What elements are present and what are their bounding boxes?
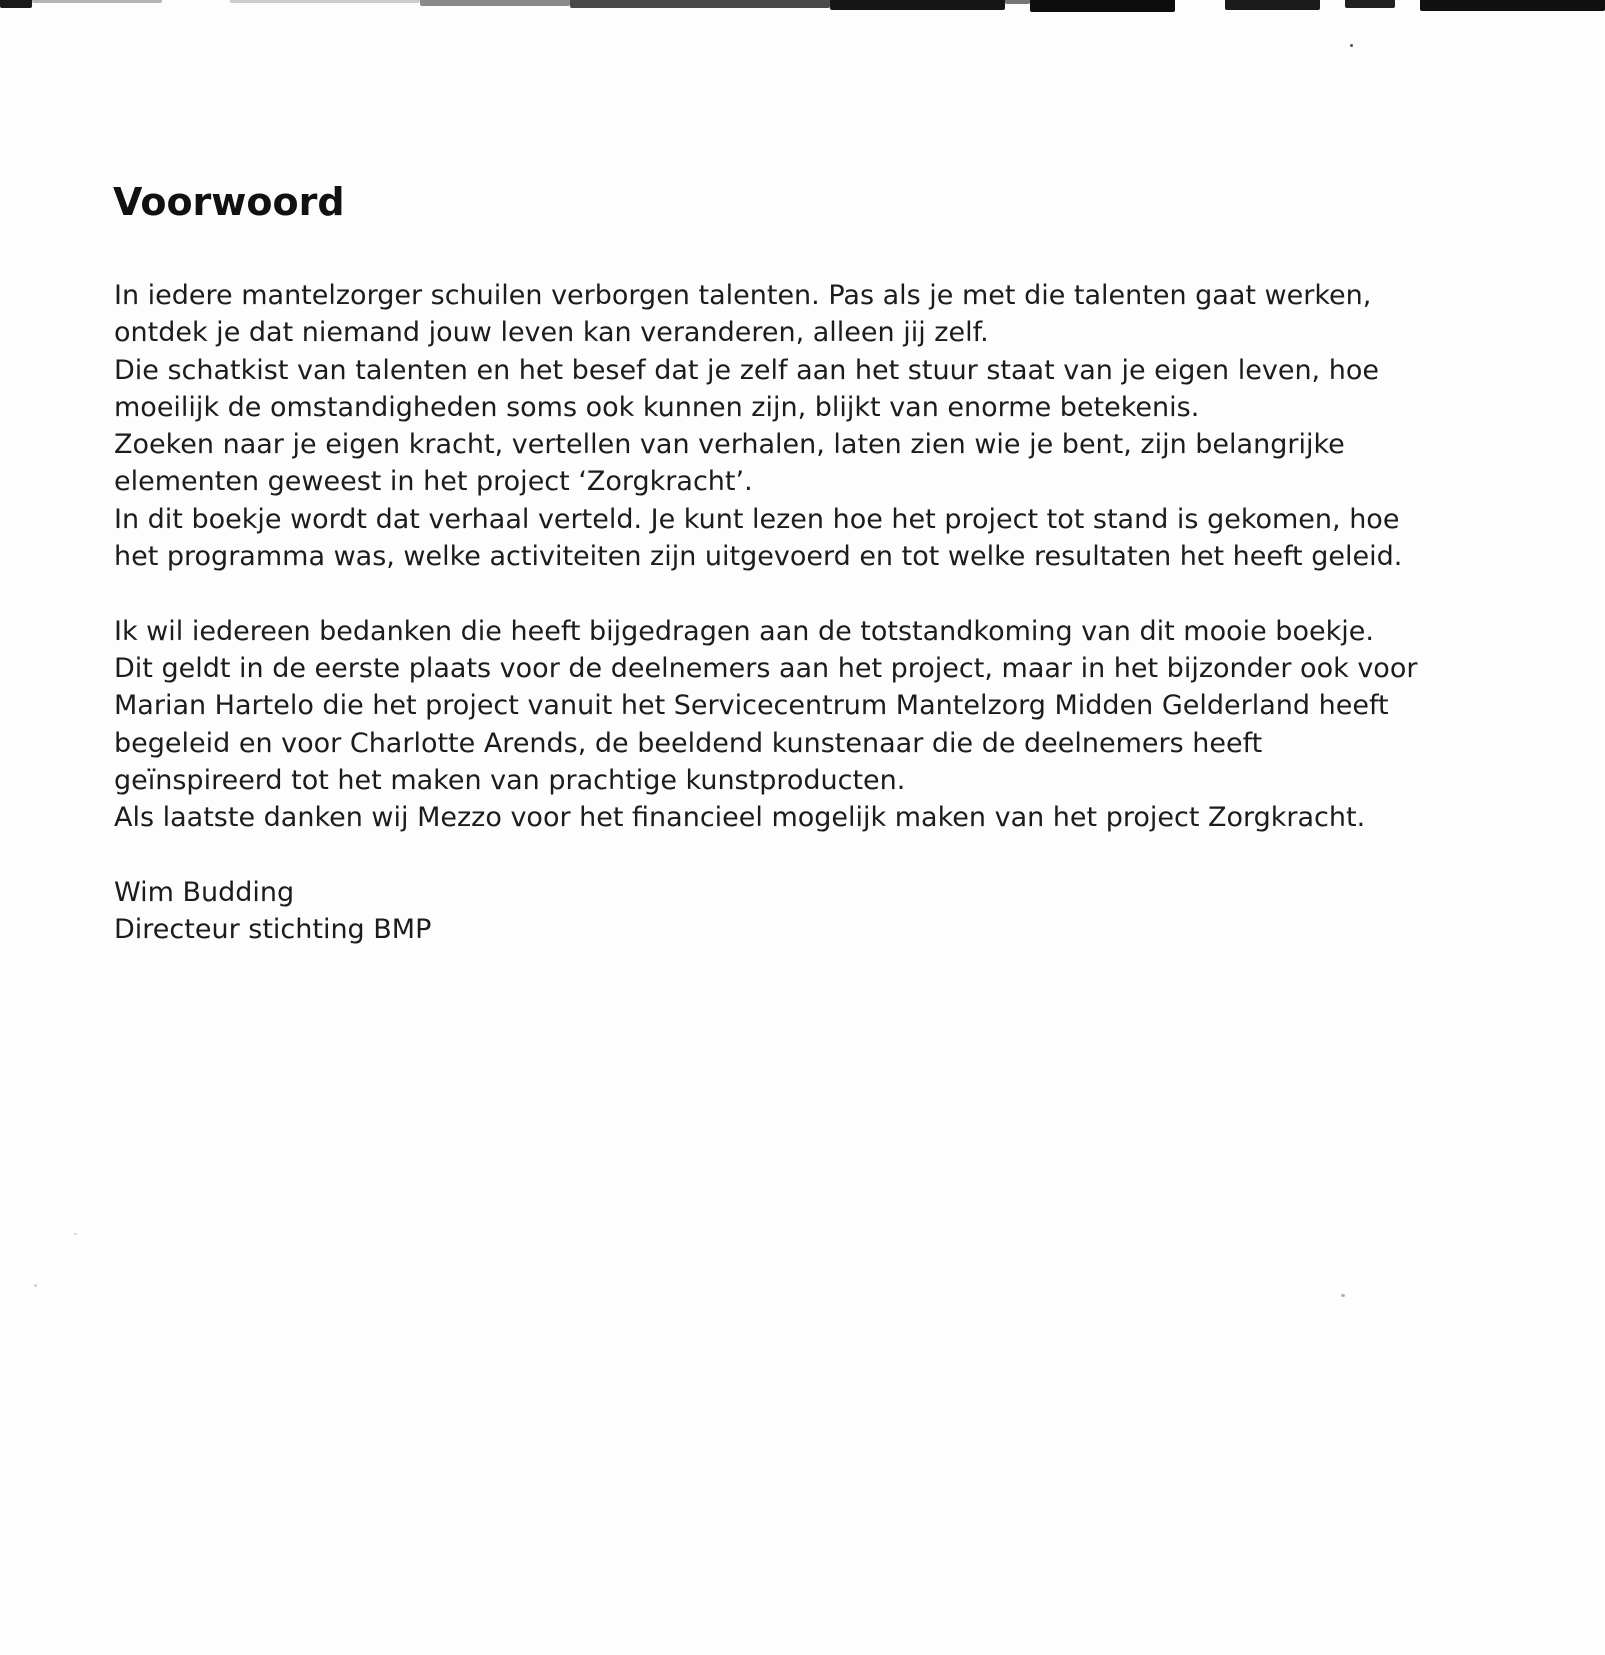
text-line: ontdek je dat niemand jouw leven kan veranderen, alleen jij zelf.	[114, 317, 989, 349]
scan-artifact-segment	[1420, 0, 1605, 11]
scan-artifact-segment	[230, 0, 420, 3]
text-line: Zoeken naar je eigen kracht, vertellen van verhalen, laten zien wie je bent, zijn belangrijke	[114, 429, 1345, 461]
text-line: In iedere mantelzorger schuilen verborgen talenten. Pas als je met die talenten gaat werken,	[114, 280, 1372, 311]
scan-speck	[34, 1284, 37, 1287]
text-line: het programma was, welke activiteiten zijn uitgevoerd en tot welke resultaten het heeft geleid.	[114, 541, 1403, 573]
scan-artifact-segment	[32, 0, 162, 3]
text-line: In dit boekje wordt dat verhaal verteld. Je kunt lezen hoe het project tot stand is gekomen, hoe	[114, 503, 1400, 535]
page-title: Voorwoord	[113, 180, 345, 224]
scan-artifact-segment	[1225, 0, 1320, 10]
text-line: Directeur stichting BMP	[114, 914, 432, 946]
scan-artifact-segment	[830, 0, 1005, 10]
scan-speck	[1350, 44, 1353, 47]
scan-artifact-segment	[1005, 0, 1030, 4]
document-body	[114, 277, 1417, 948]
text-line: geïnspireerd tot het maken van prachtige kunstproducten.	[114, 764, 906, 796]
signature-block	[114, 874, 1417, 949]
text-line: Dit geldt in de eerste plaats voor de deelnemers aan het project, maar in het bijzonder ook voor	[114, 652, 1418, 684]
text-line: Wim Budding	[114, 876, 295, 908]
scan-artifact-segment	[420, 0, 570, 6]
text-line: moeilijk de omstandigheden soms ook kunnen zijn, blijkt van enorme betekenis.	[114, 391, 1200, 423]
scan-artifact-segment	[1345, 0, 1395, 8]
scan-artifact-segment	[570, 0, 830, 8]
scan-speck	[1341, 1294, 1345, 1297]
text-line: begeleid en voor Charlotte Arends, de beeldend kunstenaar die de deelnemers heeft	[114, 727, 1263, 759]
scan-artifact-top	[0, 0, 1605, 16]
scan-artifact-segment	[1030, 0, 1175, 12]
text-line: elementen geweest in het project ‘Zorgkracht’.	[114, 466, 753, 498]
text-line: Marian Hartelo die het project vanuit het Servicecentrum Mantelzorg Midden Gelderland heeft	[114, 690, 1389, 722]
text-line: Die schatkist van talenten en het besef dat je zelf aan het stuur staat van je eigen leven, hoe	[114, 354, 1379, 386]
paragraph-2	[114, 613, 1417, 837]
scan-artifact-segment	[0, 0, 32, 8]
text-line: Als laatste danken wij Mezzo voor het financieel mogelijk maken van het project Zorgkracht.	[114, 802, 1366, 834]
text-line: Ik wil iedereen bedanken die heeft bijgedragen aan de totstandkoming van dit mooie boekje.	[114, 615, 1374, 647]
scan-speck	[74, 1233, 77, 1235]
paragraph-1	[114, 277, 1417, 575]
